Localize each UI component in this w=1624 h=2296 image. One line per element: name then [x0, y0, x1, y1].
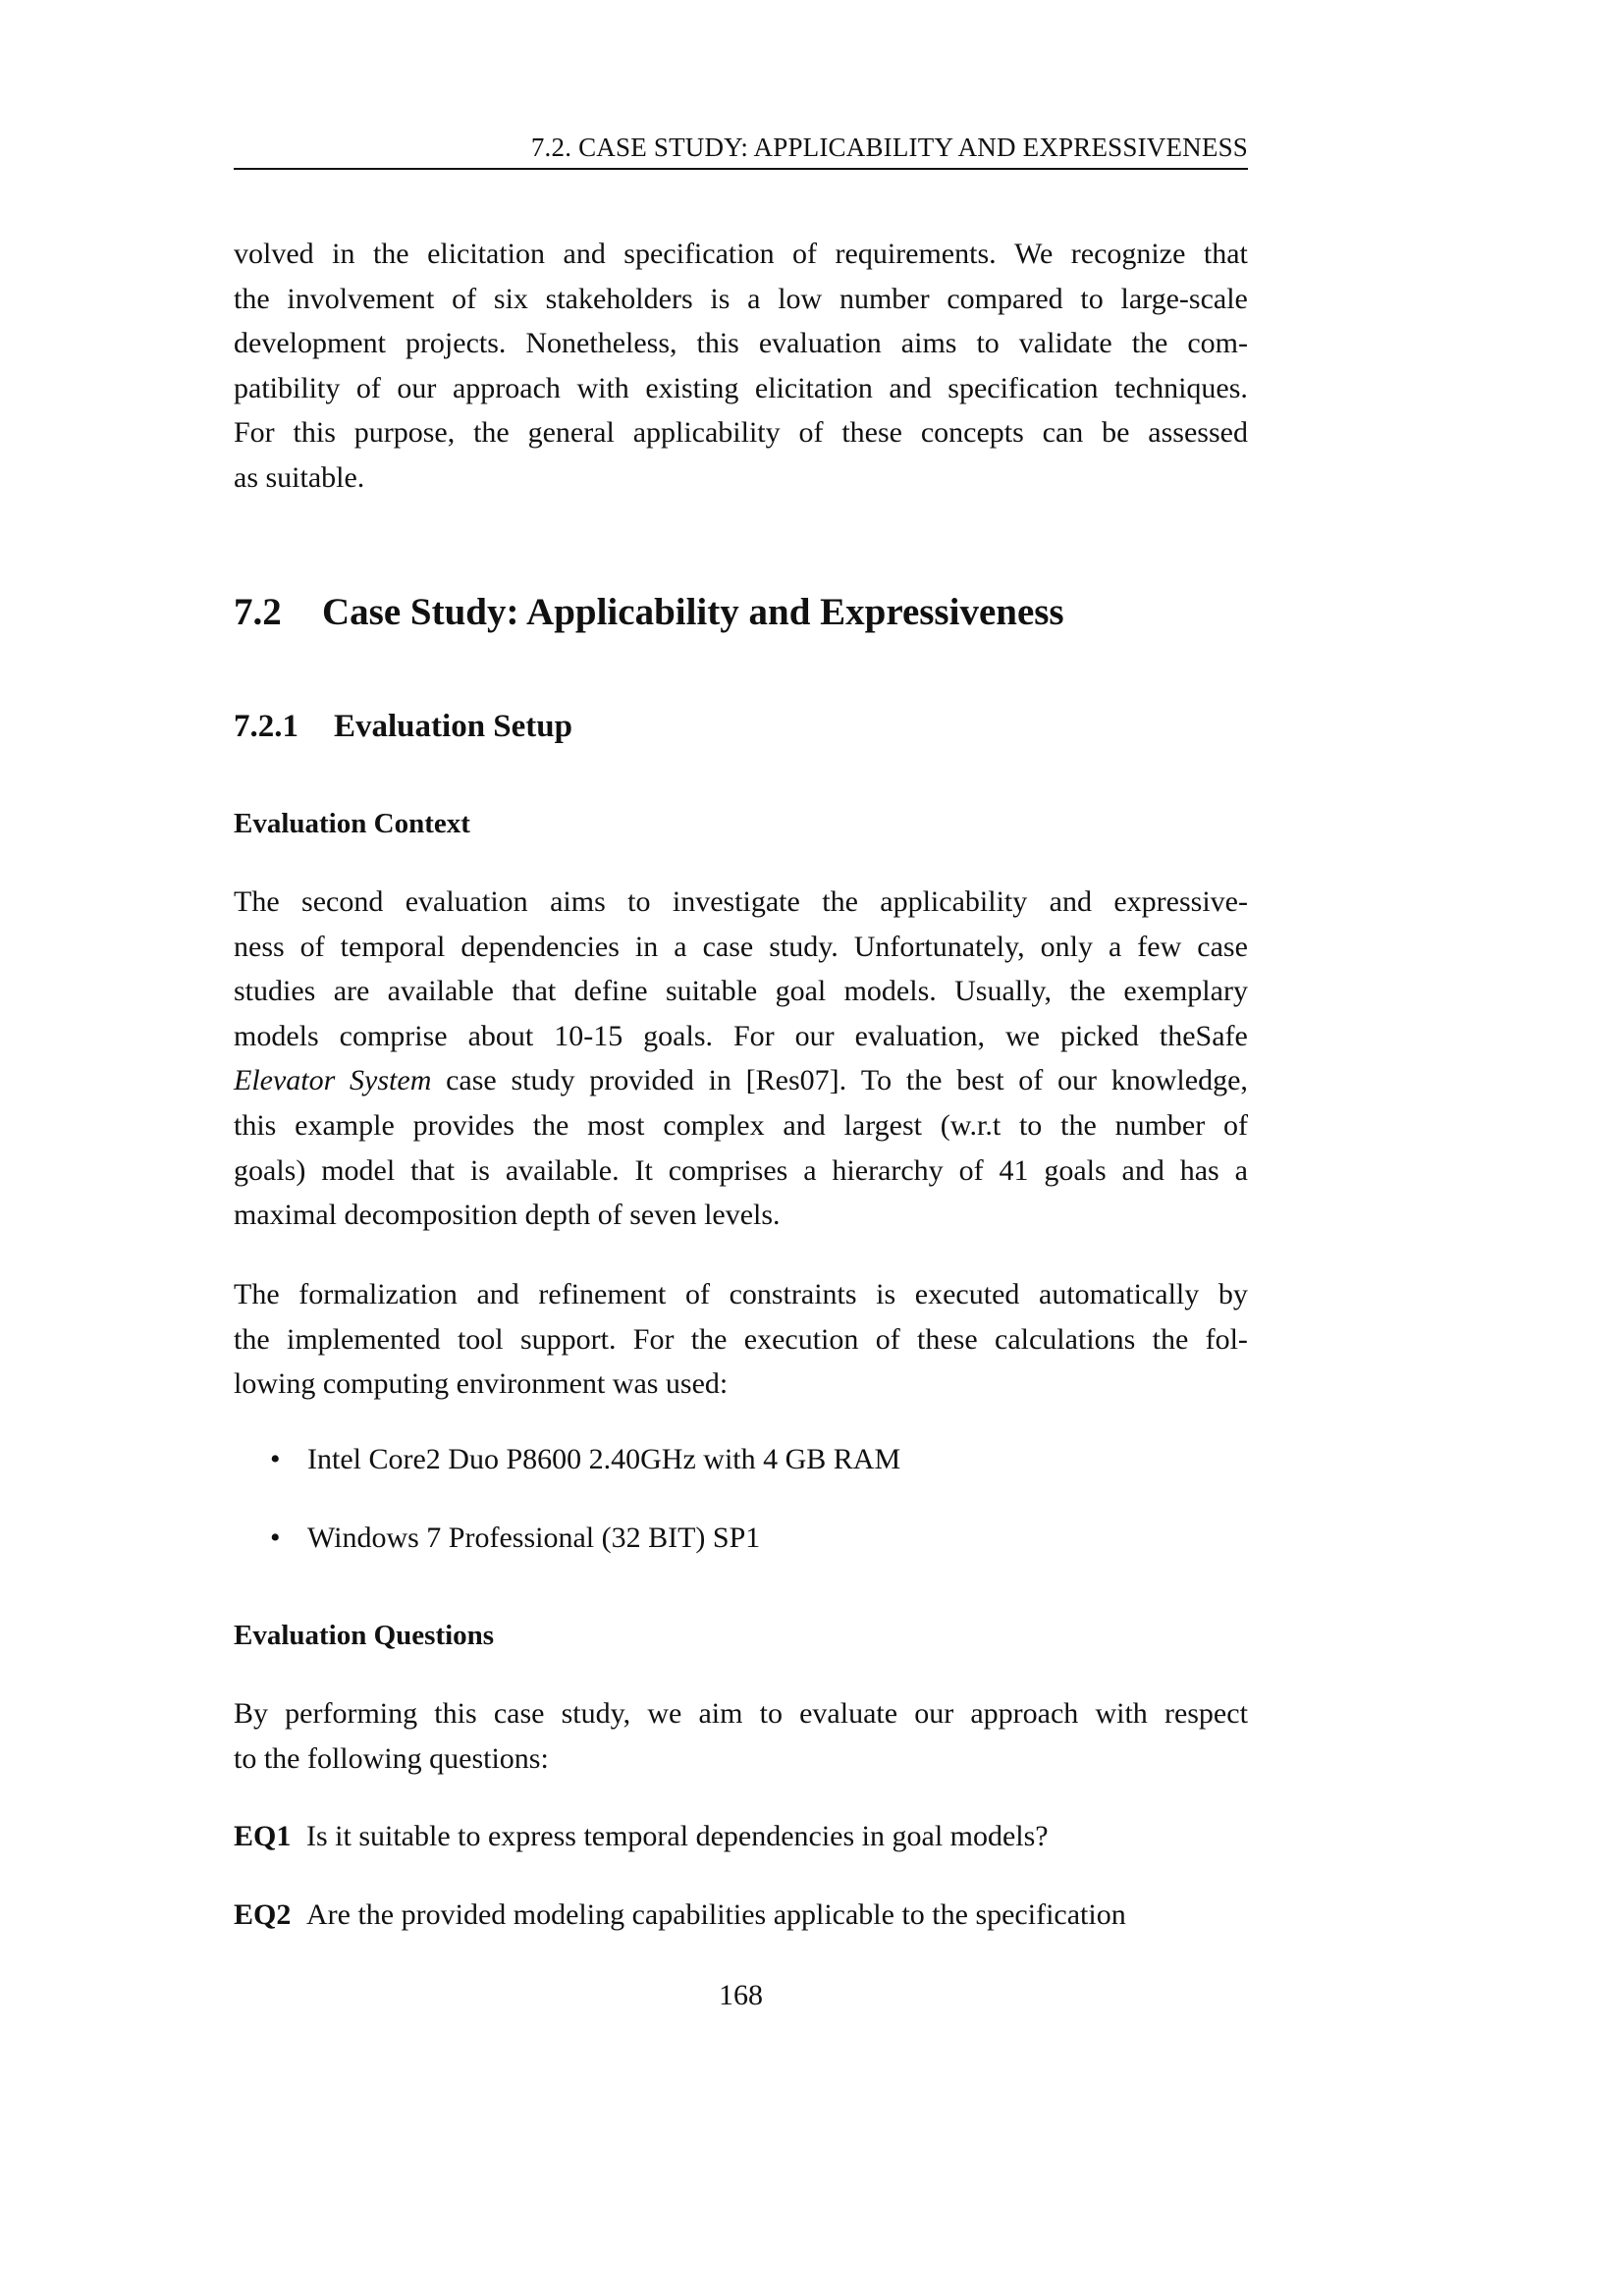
- word: low: [778, 282, 823, 315]
- word: We: [1014, 238, 1054, 270]
- word: applicability: [880, 885, 1028, 918]
- word: in: [332, 238, 355, 270]
- questions-heading: [234, 1616, 1248, 1655]
- word: assessed: [1148, 416, 1248, 450]
- word: of: [452, 282, 477, 315]
- word: applicability: [632, 416, 781, 450]
- word: Unfortunately,: [853, 930, 1025, 963]
- header-rule: [234, 168, 1248, 170]
- word: this: [293, 416, 336, 450]
- list-item: [234, 1516, 1248, 1560]
- word: the: [1131, 327, 1168, 360]
- questions-intro: [234, 1691, 1248, 1781]
- text-line: [234, 232, 1248, 277]
- word: [Res07].: [745, 1064, 847, 1097]
- word: to: [627, 885, 651, 918]
- word: largest: [843, 1108, 922, 1142]
- word: theSafe: [1159, 1019, 1248, 1052]
- word: are: [333, 975, 370, 1008]
- question-label: EQ1: [234, 1820, 292, 1852]
- context-heading: [234, 804, 1248, 843]
- bullet-icon: •: [270, 1443, 281, 1475]
- text-run: maximal decomposition depth of seven levels.: [234, 1199, 781, 1232]
- word: System: [350, 1064, 432, 1097]
- word: Elevator: [234, 1064, 336, 1097]
- question-text: Is it suitable to express temporal dependencies in goal models?: [306, 1820, 1049, 1852]
- word: second: [301, 885, 384, 918]
- word: 10-15: [554, 1019, 623, 1052]
- word: complex: [663, 1108, 765, 1142]
- word: For: [632, 1322, 675, 1356]
- word: To: [860, 1064, 893, 1097]
- word: we: [1005, 1019, 1040, 1052]
- questions-heading-text: Evaluation Questions: [234, 1620, 495, 1651]
- word: specification: [623, 238, 775, 270]
- word: the: [234, 282, 270, 315]
- word: models: [234, 1019, 319, 1052]
- word: techniques.: [1114, 371, 1248, 404]
- word: of: [958, 1153, 984, 1187]
- word: available.: [505, 1153, 620, 1187]
- word: six: [493, 282, 528, 315]
- word: knowledge,: [1110, 1064, 1248, 1097]
- word: these: [841, 416, 902, 450]
- running-head: 7.2. CASE STUDY: APPLICABILITY AND EXPRESSIVENESS: [530, 133, 1248, 162]
- word: aims: [550, 885, 606, 918]
- word: of: [299, 930, 325, 963]
- question-text: Are the provided modeling capabilities applicable to the specification: [306, 1898, 1126, 1931]
- word: stakeholders: [545, 282, 693, 315]
- word: and: [563, 238, 606, 270]
- word: suitable: [665, 975, 758, 1008]
- text-line: [234, 1362, 1248, 1407]
- list-item: [234, 1437, 1248, 1481]
- word: the: [1060, 1108, 1097, 1142]
- word: our: [1057, 1064, 1098, 1097]
- section-heading: [234, 588, 1248, 637]
- word: about: [467, 1019, 534, 1052]
- word: calculations: [995, 1322, 1136, 1356]
- word: our: [397, 371, 437, 404]
- word: case: [493, 1697, 545, 1730]
- word: expressive-: [1113, 885, 1248, 918]
- word: we: [647, 1697, 682, 1730]
- text-line: [234, 1193, 1248, 1238]
- word: of: [875, 1322, 900, 1356]
- word: purpose,: [353, 416, 456, 450]
- word: tool: [457, 1322, 504, 1356]
- word: available: [387, 975, 494, 1008]
- word: approach: [970, 1697, 1079, 1730]
- word: and: [476, 1278, 519, 1310]
- word: execution: [743, 1322, 859, 1356]
- word: picked: [1059, 1019, 1139, 1052]
- text-line: [234, 366, 1248, 411]
- word: the: [822, 885, 858, 918]
- word: dependencies: [460, 930, 620, 963]
- word: recognize: [1070, 238, 1186, 270]
- text-line: [234, 1736, 1248, 1782]
- word: fol-: [1205, 1322, 1248, 1356]
- list-item-text: Windows 7 Professional (32 BIT) SP1: [307, 1522, 761, 1554]
- word: specification: [947, 371, 1099, 404]
- word: be: [1102, 416, 1130, 450]
- word: to: [976, 327, 1000, 360]
- word: the: [1069, 975, 1106, 1008]
- word: the: [532, 1108, 569, 1142]
- word: of: [1018, 1064, 1044, 1097]
- context-paragraph-2: [234, 1272, 1248, 1407]
- word: define: [573, 975, 648, 1008]
- text-line: [234, 1103, 1248, 1148]
- word: study.: [769, 930, 839, 963]
- text-line: [234, 969, 1248, 1014]
- word: the: [690, 1322, 728, 1356]
- word: elicitation: [427, 238, 546, 270]
- word: automatically: [1039, 1278, 1200, 1310]
- word: models.: [843, 975, 937, 1008]
- word: number: [1114, 1108, 1206, 1142]
- word: elicitation: [754, 371, 873, 404]
- subsection-number: 7.2.1: [234, 709, 298, 744]
- word: to: [1018, 1108, 1043, 1142]
- word: Usually,: [954, 975, 1052, 1008]
- word: evaluation: [405, 885, 528, 918]
- word: aims: [900, 327, 957, 360]
- word: in: [708, 1064, 731, 1097]
- word: evaluation: [758, 327, 882, 360]
- word: can: [1042, 416, 1084, 450]
- word: a: [1108, 930, 1122, 963]
- section-number: 7.2: [234, 591, 282, 633]
- intro-paragraph: [234, 232, 1248, 501]
- word: and: [783, 1108, 826, 1142]
- word: goals.: [643, 1019, 713, 1052]
- word: studies: [234, 975, 316, 1008]
- word: formalization: [298, 1278, 458, 1310]
- word: evaluation,: [854, 1019, 986, 1052]
- word: The: [234, 1278, 280, 1310]
- text-run: lowing computing environment was used:: [234, 1367, 729, 1401]
- word: com-: [1187, 327, 1248, 360]
- word: to: [759, 1697, 783, 1730]
- word: with: [1095, 1697, 1148, 1730]
- text-line: [234, 925, 1248, 970]
- word: of: [792, 238, 818, 270]
- word: case: [1197, 930, 1248, 963]
- word: by: [1218, 1278, 1248, 1310]
- text-line: [234, 1014, 1248, 1059]
- word: best: [956, 1064, 1004, 1097]
- word: comprises: [668, 1153, 788, 1187]
- word: has: [1179, 1153, 1219, 1187]
- text-line: [234, 1317, 1248, 1362]
- word: that: [512, 975, 557, 1008]
- word: temporal: [340, 930, 446, 963]
- word: For: [732, 1019, 775, 1052]
- text-line: [234, 1148, 1248, 1194]
- word: case: [702, 930, 754, 963]
- word: volved: [234, 238, 314, 270]
- word: most: [587, 1108, 645, 1142]
- word: study,: [561, 1697, 631, 1730]
- word: executed: [914, 1278, 1020, 1310]
- subsection-title: Evaluation Setup: [334, 709, 572, 744]
- text-line: [234, 1691, 1248, 1736]
- word: It: [634, 1153, 653, 1187]
- page-number: 168: [719, 1979, 763, 2011]
- word: refinement: [538, 1278, 667, 1310]
- word: model: [321, 1153, 396, 1187]
- text-line: [234, 1058, 1248, 1103]
- word: constraints: [729, 1278, 857, 1310]
- word: is: [876, 1278, 896, 1310]
- word: case: [446, 1064, 497, 1097]
- word: number: [839, 282, 930, 315]
- word: of: [684, 1278, 710, 1310]
- word: comprise: [339, 1019, 448, 1052]
- word: exemplary: [1123, 975, 1248, 1008]
- word: implemented: [286, 1322, 441, 1356]
- word: performing: [285, 1697, 418, 1730]
- word: to: [1080, 282, 1104, 315]
- text-line: [234, 455, 1248, 501]
- word: of: [355, 371, 381, 404]
- word: with: [576, 371, 629, 404]
- word: requirements.: [835, 238, 997, 270]
- word: hierarchy: [832, 1153, 944, 1187]
- word: investigate: [672, 885, 800, 918]
- word: development: [234, 327, 386, 360]
- word: evaluate: [799, 1697, 898, 1730]
- word: approach: [452, 371, 561, 404]
- word: a: [747, 282, 761, 315]
- word: 41: [999, 1153, 1029, 1187]
- word: and: [1049, 885, 1092, 918]
- question-eq1: [234, 1814, 1248, 1859]
- word: is: [710, 282, 731, 315]
- word: goal: [775, 975, 827, 1008]
- word: the: [372, 238, 409, 270]
- context-heading-text: Evaluation Context: [234, 808, 470, 839]
- word: general: [527, 416, 615, 450]
- question-eq2: [234, 1893, 1248, 1938]
- word: this: [234, 1108, 277, 1142]
- word: aim: [698, 1697, 743, 1730]
- word: our: [794, 1019, 835, 1052]
- word: the: [234, 1322, 270, 1356]
- word: and: [889, 371, 932, 404]
- word: is: [469, 1153, 490, 1187]
- word: goals): [234, 1153, 306, 1187]
- word: of: [1223, 1108, 1248, 1142]
- word: and: [1121, 1153, 1164, 1187]
- word: only: [1040, 930, 1093, 963]
- word: that: [1203, 238, 1248, 270]
- text-line: [234, 410, 1248, 455]
- word: validate: [1018, 327, 1112, 360]
- word: this: [434, 1697, 477, 1730]
- context-paragraph-1: [234, 880, 1248, 1238]
- word: existing: [645, 371, 739, 404]
- list-item-text: Intel Core2 Duo P8600 2.40GHz with 4 GB RAM: [307, 1443, 901, 1475]
- word: support.: [519, 1322, 617, 1356]
- word: a: [803, 1153, 817, 1187]
- word: (w.r.t: [940, 1108, 1001, 1142]
- bullet-icon: •: [270, 1522, 281, 1554]
- word: a: [674, 930, 687, 963]
- text-line: [234, 1272, 1248, 1317]
- subsection-heading: [234, 705, 1248, 748]
- word: the: [905, 1064, 943, 1097]
- text-line: [234, 880, 1248, 925]
- word: study: [511, 1064, 575, 1097]
- environment-list: [234, 1437, 1248, 1560]
- word: our: [914, 1697, 954, 1730]
- word: that: [410, 1153, 456, 1187]
- word: concepts: [920, 416, 1024, 450]
- word: these: [917, 1322, 978, 1356]
- text-line: [234, 277, 1248, 322]
- word: large-scale: [1120, 282, 1248, 315]
- word: patibility: [234, 371, 341, 404]
- word: Nonetheless,: [525, 327, 677, 360]
- word: provides: [412, 1108, 514, 1142]
- word: respect: [1164, 1697, 1248, 1730]
- text-line: [234, 321, 1248, 366]
- word: example: [295, 1108, 395, 1142]
- word: few: [1137, 930, 1182, 963]
- word: goals: [1044, 1153, 1107, 1187]
- word: ness: [234, 930, 285, 963]
- question-label: EQ2: [234, 1898, 292, 1931]
- word: For: [234, 416, 275, 450]
- word: involvement: [287, 282, 435, 315]
- word: the: [473, 416, 510, 450]
- word: of: [798, 416, 824, 450]
- word: projects.: [405, 327, 507, 360]
- word: provided: [589, 1064, 694, 1097]
- text-run: to the following questions:: [234, 1741, 549, 1775]
- word: compared: [947, 282, 1063, 315]
- word: this: [696, 327, 739, 360]
- word: a: [1234, 1153, 1248, 1187]
- section-title: Case Study: Applicability and Expressiveness: [322, 591, 1064, 633]
- word: in: [634, 930, 659, 963]
- text-run: as suitable.: [234, 460, 365, 494]
- word: The: [234, 885, 280, 918]
- word: the: [1152, 1322, 1189, 1356]
- word: By: [234, 1697, 269, 1730]
